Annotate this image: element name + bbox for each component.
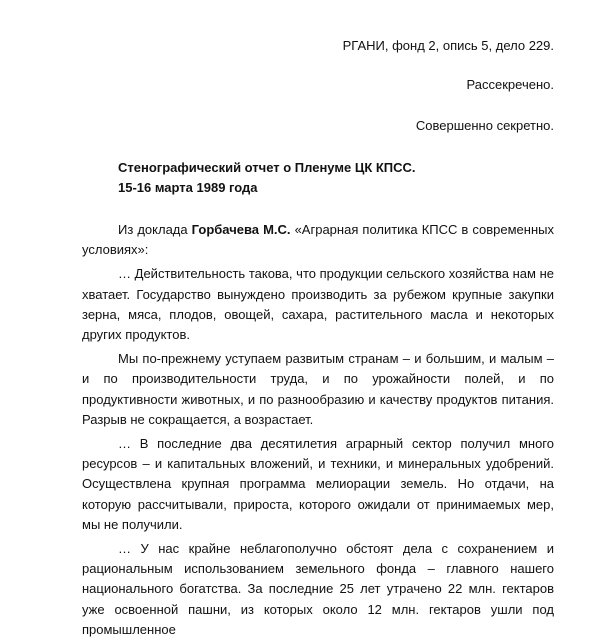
intro-prefix: Из доклада <box>118 222 192 237</box>
declassified-stamp: Рассекречено. <box>466 77 554 92</box>
intro-paragraph <box>82 220 554 260</box>
document-body <box>82 220 554 644</box>
body-paragraph: … Действительность такова, что продукции сельского хозяйства нам не хватает. Государство вынуждено производить за рубежом крупные закупки зерна, мяса, плодов, овощей, сахара, растительного масла и некоторых других продуктов. <box>82 266 554 343</box>
document-title: Стенографический отчет о Пленуме ЦК КПСС. <box>118 160 416 175</box>
body-paragraph: … У нас крайне неблагополучно обстоят дела с сохранением и рациональным использованием земельного фонда – главного нашего национального богатства. За последние 25 лет утрачено 22 млн. гектаров уже освоенной пашни, из которых около 12 млн. гектаров ушли под промышленное <box>82 541 554 637</box>
intro-suffix: «Аграрная политика КПСС в современных условиях»: <box>82 222 554 258</box>
body-paragraph: Мы по-прежнему уступаем развитым странам – и большим, и малым – и по производительности труда, и по урожайности полей, и по продуктивности животных, и по разнообразию и качеству продуктов питания. Разрыв не сокращается, а возрастает. <box>82 351 554 427</box>
archive-reference: РГАНИ, фонд 2, опись 5, дело 229. <box>342 38 554 53</box>
document-date: 15-16 марта 1989 года <box>118 180 258 195</box>
speaker-name: Горбачева М.С. <box>191 222 291 237</box>
classification-label: Совершенно секретно. <box>415 118 554 133</box>
body-paragraph: … В последние два десятилетия аграрный сектор получил много ресурсов – и капитальных вложений, и техники, и минеральных удобрений. Осуществлена крупная программа мелиорации земель. Но отдачи, на которую рассчитывали, прироста, которого ожидали от принимаемых мер, мы не получили. <box>82 436 554 532</box>
